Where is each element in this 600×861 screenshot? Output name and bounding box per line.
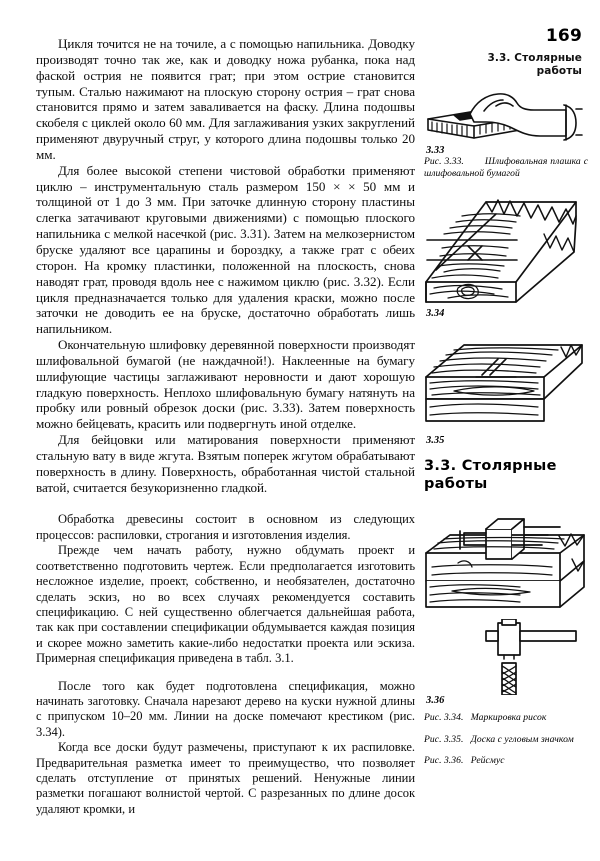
caption-text-3-33: Шлифовальная плашка с шлифовальной бумагой <box>424 156 589 180</box>
caption-3-34 <box>424 712 588 724</box>
caption-3-33 <box>424 156 588 181</box>
board-with-marking-cross-icon <box>424 190 588 308</box>
paragraph-5: Обработка древесины состоит в основном из следующих процессов: распиловки, строгания и изготовления изделия. <box>36 512 415 542</box>
figure-number-3-33: 3.33 <box>426 144 445 156</box>
caption-label-3-35: Рис. 3.35. <box>424 733 464 745</box>
page-number: 169 <box>545 26 582 46</box>
paragraph-spacer <box>36 495 415 512</box>
paragraph-2: Для более высокой степени чистовой обработки применяют циклю – инструментальную сталь размером 150 × × 50 мм и толщиной от 1 до 3 мм. При заточке длинную сторону пластины слегка затачивают круговыми движениями) с помощью плоского напильника с мелкой насечкой (рис. 3.31). Затем на мелкозернистом бруске удаляют все царапины и бороздку, а также грат с обеих сторон. На кромку пластинки, положенной на плоскость, снова наводят грат, проводя вдоль нее с нажимом циклю (рис. 3.32). Если цикля предназначается только для удаления краски, можно после заточки не доводить ее на бруске, достаточно обработать лишь напильником. <box>36 162 415 337</box>
caption-label-3-33: Рис. 3.33. <box>424 156 464 168</box>
figure-number-3-36: 3.36 <box>426 694 445 706</box>
caption-3-36 <box>424 755 588 767</box>
figure-number-3-35: 3.35 <box>426 435 445 447</box>
figure-3-35 <box>424 329 588 447</box>
caption-text-3-34: Маркировка рисок <box>470 712 547 724</box>
caption-label-3-36: Рис. 3.36. <box>424 754 464 766</box>
paragraph-1: Цикля точится не на точиле, а с помощью напильника. Доводку производят точно так же, как и доводку ножа рубанка, пока над фаской острия не появится грат; при этом острие становится тупым. Сталью нажимают на плоскую сторону острия – грат снова становится прямо и затем заваливается на фаску. Длина подошвы скобеля с циклей около 60 мм. Для заглаживания узких закруглений применяют двуручный струг, у которого длина подошвы только 20 мм. <box>36 36 415 162</box>
section-heading-line-1: 3.3. Столярные <box>424 457 557 474</box>
body-text-column <box>36 36 415 817</box>
running-head-line-2: работы <box>536 64 582 77</box>
figure-3-36 <box>424 619 588 707</box>
paragraph-4: Для бейцовки или матирования поверхности применяют стальную вату в виде жгута. Взятым поперек жгутом обрабатывают поверхность в длину. Поверхность, обработанная чистой стальной ватой, считается безукоризненно гладкой. <box>36 432 415 495</box>
figure-number-3-34: 3.34 <box>426 307 445 319</box>
running-head <box>424 52 588 78</box>
paragraph-6: Прежде чем начать работу, нужно обдумать проект и соответственно подготовить чертеж. Если предполагается изготовить несложное изделие, проект, собственно, и необязателен, достаточно сделать эскиз, но во всех случаях рекомендуется составить спецификацию. С ней существенно облегчается дальнейшая работа, так как при составлении спецификации обдумывается каждая позиция и скорее можно заметить какие-либо недостатки проекта или эскиза. Примерная спецификация приведена в табл. 3.1. <box>36 543 415 666</box>
right-rail <box>424 28 588 776</box>
caption-3-35 <box>424 734 588 746</box>
marking-gauge-icon <box>424 619 588 695</box>
paragraph-spacer-2 <box>36 667 415 679</box>
caption-text-3-35: Доска с угловым значком <box>470 733 574 745</box>
section-heading-line-2: работы <box>424 475 488 492</box>
figure-joint <box>424 501 588 613</box>
caption-text-3-36: Рейсмус <box>470 754 505 766</box>
paragraph-8: Когда все доски будут размечены, приступают к их распиловке. Предварительная разметка имеет то преимущество, что позволяет сделать отступление от принятых решений. Ненужные линии разметки погашают волнистой чертой. С разрезанных по длине досок удаляют кромки, и <box>36 740 415 816</box>
section-heading <box>424 457 588 493</box>
paragraph-3: Окончательную шлифовку деревянной поверхности производят шлифовальной бумагой (не наждачной!). Наклеенные на бумагу шлифующие частицы заглаживают неровности и дают хорошую гладкую поверхность. Неплохо шлифовальную бумагу натянуть на пробку или ровный обрезок доски (рис. 3.33). Затем поверхность можно бейцевать, красить или подвергнуть иной отделке. <box>36 337 415 432</box>
caption-label-3-34: Рис. 3.34. <box>424 712 464 724</box>
figure-3-34 <box>424 190 588 320</box>
board-with-angle-mark-icon <box>424 329 588 435</box>
hand-with-sanding-block-icon <box>424 89 588 145</box>
running-head-line-1: 3.3. Столярные <box>487 52 582 64</box>
paragraph-7: После того как будет подготовлена спецификация, можно начинать заготовку. Сначала нарезают дерево на куски нужной длины с припуском 10–20 мм. Линии на доске помечают крестиком (рис. 3.34). <box>36 678 415 739</box>
figure-3-33 <box>424 89 588 157</box>
mortise-block-on-beam-icon <box>424 501 588 613</box>
